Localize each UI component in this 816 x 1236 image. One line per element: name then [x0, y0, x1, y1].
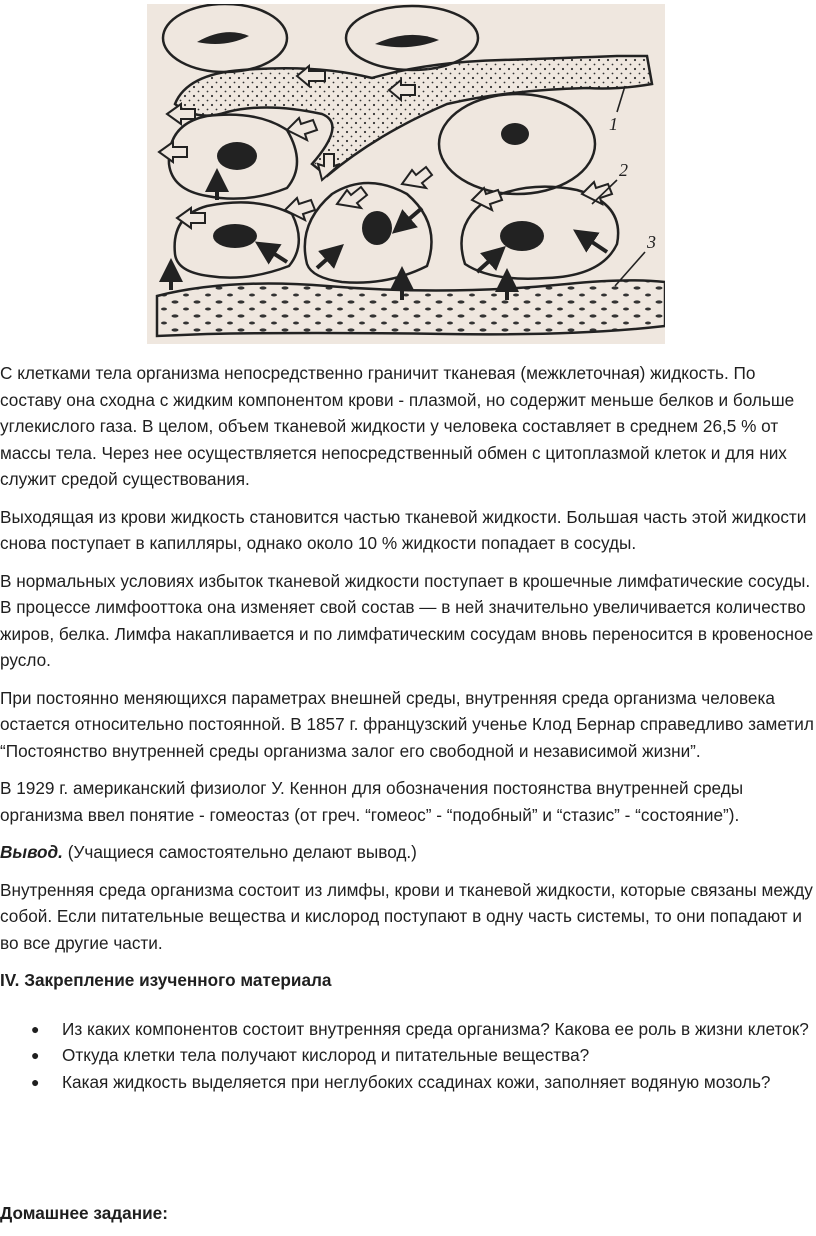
paragraph-homeostasis: В 1929 г. американский физиолог У. Кеннон для обозначения постоянства внутренней среды организма ввел понятие - гомеостаз (от греч. “гомеос” - “подобный” и “стазис” - “состояние”).	[0, 778, 744, 825]
question-text: Какая жидкость выделяется при неглубоких ссадинах кожи, заполняет водяную мозоль?	[62, 1071, 771, 1092]
question-text: Из каких компонентов состоит внутренняя среда организма? Какова ее роль в жизни клеток?	[62, 1018, 809, 1039]
paragraph-lymph: В нормальных условиях избыток тканевой жидкости поступает в крошечные лимфатические сосуды. В процессе лимфооттока она изменяет свой состав — в ней значительно увеличивается количество жиров, белка. Лимфа накапливается и по лимфатическим сосудам вновь переносится в кровеносное русло.	[0, 570, 814, 670]
tissue-fluid-diagram	[147, 4, 665, 344]
label-tissue-fluid: 2	[619, 160, 628, 180]
conclusion-line	[0, 839, 814, 866]
paragraph-tissue-fluid: С клетками тела организма непосредственно граничит тканевая (межклеточная) жидкость. По составу она сходна с жидким компонентом крови - плазмой, но содержит меньше белков и больше углекислого газа. В целом, объем тканевой жидкости у человека составляет в среднем 26,5 % от массы тела. Через нее осуществляется непосредственный обмен с цитоплазмой клеток и для них служит средой существования.	[0, 363, 795, 489]
list-item	[31, 1042, 814, 1069]
homework-title: Домашнее задание:	[0, 1203, 168, 1223]
list-item	[31, 1016, 814, 1043]
bullet-icon: ●	[31, 1073, 40, 1090]
paragraph-bernard: При постоянно меняющихся параметрах внешней среды, внутренняя среда организма человека остается относительно постоянной. В 1857 г. французский ученье Клод Бернар справедливо заметил “Постоянство внутренней среды организма залог его свободной и независимой жизни”.	[0, 687, 814, 761]
label-lymph-capillary: 1	[609, 114, 618, 134]
conclusion-label: Вывод.	[0, 842, 63, 862]
tissue-fluid-diagram-svg	[147, 4, 665, 344]
section-title: IV. Закрепление изученного материала	[0, 970, 332, 990]
list-item	[31, 1069, 814, 1096]
bullet-icon: ●	[31, 1020, 40, 1037]
paragraph-blood-fluid: Выходящая из крови жидкость становится частью тканевой жидкости. Большая часть этой жидкости снова поступает в капилляры, однако около 10 % жидкости попадает в сосуды.	[0, 506, 807, 553]
bullet-icon: ●	[31, 1047, 40, 1063]
label-blood-capillary: 3	[647, 232, 656, 252]
conclusion-text: Внутренняя среда организма состоит из лимфы, крови и тканевой жидкости, которые связаны между собой. Если питательные вещества и кислород поступают в одну часть системы, то они попадают и во все другие части.	[0, 879, 813, 953]
conclusion-note: (Учащиеся самостоятельно делают вывод.)	[62, 842, 417, 862]
question-text: Откуда клетки тела получают кислород и питательные вещества?	[62, 1045, 590, 1065]
document-body	[0, 360, 814, 1223]
question-list	[0, 1016, 814, 1096]
